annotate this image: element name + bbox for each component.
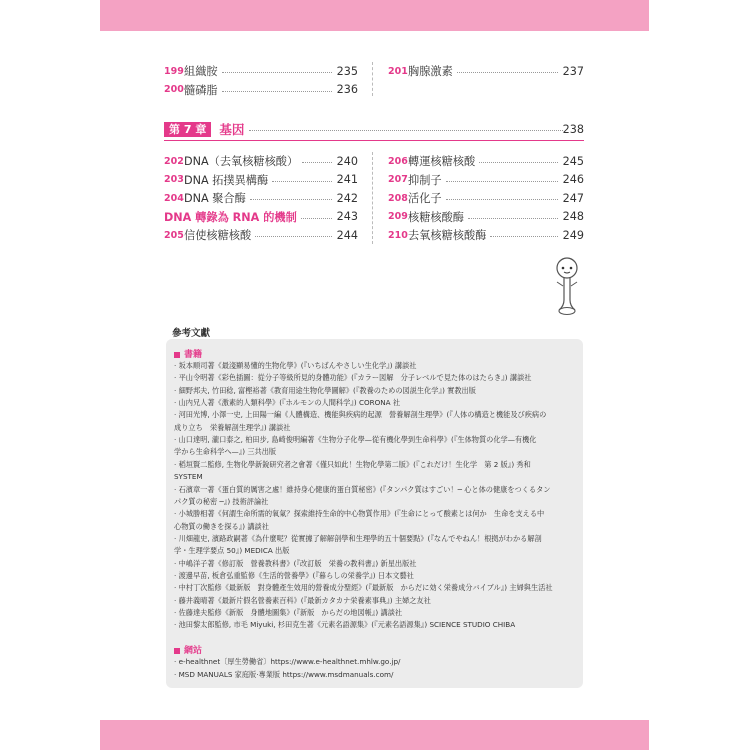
dot-leader — [490, 236, 558, 237]
toc-entry[interactable] — [164, 153, 358, 169]
toc-entry[interactable] — [164, 209, 358, 225]
book-reference-continued: パク質の秘密 ─』) 技術評論社 — [174, 496, 269, 506]
web-section-heading — [174, 643, 202, 656]
entry-title: 活化子 — [408, 192, 442, 206]
book-reference-continued: 心物質の働きを探る』) 講談社 — [174, 521, 269, 531]
entry-number: 201 — [388, 65, 408, 77]
book-reference: ‧ 山口達明, 瀧口泰之, 柏田步, 島崎俊明編著《生物分子化學—從有機化學到生命科學》(『生体物質の化学—有機化 — [174, 435, 537, 445]
entry-page-number: 249 — [562, 228, 584, 242]
toc-entry[interactable] — [164, 63, 358, 79]
entry-title: 核糖核酸酶 — [408, 210, 464, 224]
toc-entry[interactable] — [388, 190, 584, 206]
books-heading-label: 書籍 — [184, 350, 203, 360]
dot-leader — [479, 162, 558, 163]
entry-number: 207 — [388, 174, 408, 186]
book-reference-continued: 成り立ち 栄養解剖生理学』) 講談社 — [174, 422, 291, 432]
references-heading: 參考文獻 — [172, 328, 211, 339]
book-reference: ‧ 石濱章一著《蛋白質的厲害之處！維持身心健康的蛋白質秘密》(『タンパク質はすごい！─ 心と体の健康をつくるタン — [174, 484, 551, 494]
book-reference: ‧ 中村丁次監修《最新版 對身體產生效用的營養成分聖經》(『最新版 からだに効く栄養成分バイブル』) 主婦與生活社 — [174, 583, 553, 593]
books-section-heading — [174, 347, 202, 360]
book-reference: ‧ 中嶋洋子著《修訂版 營養教科書》(『改訂版 栄養の教科書』) 新星出版社 — [174, 558, 417, 568]
book-reference: ‧ 細野邦夫, 竹田稔, 富樫裕著《教育用途生物化學圖解》(『教養のための図説生化学』) 實教出版 — [174, 385, 476, 395]
toc-entry[interactable] — [388, 209, 584, 225]
chapter-number-label: 第 7 章 — [164, 122, 211, 137]
entry-number: 208 — [388, 192, 408, 204]
entry-number: 202 — [164, 155, 184, 167]
toc-entry[interactable] — [388, 153, 584, 169]
chapter-page-number: 238 — [562, 122, 584, 136]
entry-page-number: 235 — [336, 64, 358, 78]
entry-number: 205 — [164, 229, 184, 241]
dot-leader — [301, 218, 332, 219]
book-reference: ‧ 坂本順司著《最淺顯易懂的生物化學》(『いちばんやさしい生化学』) 講談社 — [174, 361, 417, 370]
book-reference-continued: 学・生理学要点 50』) MEDICA 出版 — [174, 546, 290, 556]
toc-entry[interactable] — [388, 63, 584, 79]
dot-leader — [446, 199, 558, 200]
entry-page-number: 236 — [336, 83, 358, 97]
entry-page-number: 241 — [336, 173, 358, 187]
entry-page-number: 247 — [562, 191, 584, 205]
entry-title: 組織胺 — [184, 65, 218, 78]
entry-number: 204 — [164, 192, 184, 204]
toc-entry[interactable] — [388, 172, 584, 188]
website-reference: ‧ MSD MANUALS 家庭版‧專業版 https://www.msdmanuals.com/ — [174, 670, 394, 679]
chapter-title: 基因 — [219, 122, 245, 137]
book-reference: ‧ 渡邊早苗, 板倉弘重監修《生活的營養學》(『暮らしの栄養学』) 日本文藝社 — [174, 570, 414, 580]
dot-leader — [302, 162, 332, 163]
dot-leader — [272, 181, 332, 182]
toc-entry[interactable] — [164, 172, 358, 188]
entry-title: 髓磷脂 — [184, 83, 218, 97]
top-decorative-band — [100, 0, 649, 31]
entry-title: DNA（去氧核糖核酸） — [184, 155, 299, 168]
website-reference: ‧ e-healthnet〔厚生勞働省〕https://www.e-healthnet.mhlw.go.jp/ — [174, 657, 401, 666]
chapter-underline — [164, 140, 584, 141]
square-bullet-icon — [174, 352, 180, 358]
dot-leader — [457, 72, 558, 73]
entry-number: 209 — [388, 211, 408, 223]
entry-number: 203 — [164, 174, 184, 186]
toc-entry[interactable] — [388, 227, 584, 243]
entry-title: DNA 聚合酶 — [184, 192, 246, 206]
entry-title: 信使核糖核酸 — [184, 229, 252, 243]
entry-page-number: 246 — [562, 173, 584, 187]
entry-page-number: 248 — [562, 210, 584, 224]
entry-number: 206 — [388, 155, 408, 167]
entry-title: 胸腺激素 — [408, 65, 453, 78]
dot-leader — [249, 130, 562, 131]
dot-leader — [468, 218, 558, 219]
column-divider — [372, 152, 373, 244]
entry-number: 199 — [164, 65, 184, 77]
mascot-character-icon — [553, 256, 581, 316]
entry-page-number: 244 — [336, 228, 358, 242]
dot-leader — [255, 236, 332, 237]
entry-title: DNA 轉錄為 RNA 的機制 — [164, 210, 297, 224]
entry-title: 去氧核糖核酸酶 — [408, 229, 487, 243]
book-reference-continued: SYSTEM — [174, 472, 203, 482]
entry-page-number: 237 — [562, 64, 584, 78]
chapter-heading[interactable] — [164, 121, 584, 137]
book-reference: ‧ 小城勝相著《何謂生命所需的氧氣？探索維持生命的中心物質作用》(『生命にとって酸素とは何か 生命を支える中 — [174, 509, 545, 519]
web-heading-label: 網站 — [184, 646, 203, 656]
book-reference: ‧ 平山令明著《彩色插圖：從分子等級所見的身體功能》(『カラー図解 分子レベルで見た体のはたらき』) 講談社 — [174, 373, 532, 383]
toc-entry[interactable] — [164, 227, 358, 243]
entry-title: 抑制子 — [408, 173, 442, 187]
book-reference: ‧ 藤井義晴著《最新片假名營養素百科》(『最新カタカナ栄養素事典』) 主婦之友社 — [174, 595, 431, 605]
square-bullet-icon — [174, 648, 180, 654]
book-reference: ‧ 山内兄人著《激素的人類科學》(『ホルモンの人間科学』) CORONA 社 — [174, 398, 401, 408]
entry-page-number: 243 — [336, 210, 358, 224]
toc-entry[interactable] — [164, 82, 358, 98]
toc-entry[interactable] — [164, 190, 358, 206]
entry-page-number: 242 — [336, 191, 358, 205]
entry-title: 轉運核糖核酸 — [408, 155, 476, 168]
entry-page-number: 245 — [562, 154, 584, 168]
book-reference: ‧ 稻垣賢二監修, 生物化學新銳研究者之會著《僅只如此！生物化學第二版》(『これだけ！生化学 第 2 版』) 秀和 — [174, 459, 531, 469]
entry-number: 210 — [388, 229, 408, 241]
dot-leader — [222, 91, 332, 92]
dot-leader — [250, 199, 332, 200]
column-divider — [372, 62, 373, 96]
entry-page-number: 240 — [336, 154, 358, 168]
book-reference: ‧ 河田光博, 小澤一史, 上田陽一編《人體構造、機能與疾病的起源 營養解剖生理學》(『人体の構造と機能及び疾病の — [174, 410, 547, 420]
book-reference: ‧ 川畑龍史, 濱路政嗣著《為什麼呢？從實據了解解剖學和生理學的五十個要點》(『なんでやねん！根拠がわかる解剖 — [174, 533, 542, 543]
entry-title: DNA 拓撲異構酶 — [184, 173, 269, 187]
entry-number: 200 — [164, 84, 184, 96]
bottom-decorative-band — [100, 720, 649, 750]
dot-leader — [222, 72, 332, 73]
book-reference: ‧ 佐藤達夫監修《新版 身體地圖集》(『新版 からだの地図帳』) 講談社 — [174, 608, 403, 617]
dot-leader — [446, 181, 558, 182]
book-reference-continued: 学から生命科学へ—』) 三共出版 — [174, 447, 277, 457]
book-reference: ‧ 池田黎太郎監修, 市毛 Miyuki, 杉田克生著《元素名語源集》(『元素名語源集』) SCIENCE STUDIO CHIBA — [174, 620, 516, 630]
